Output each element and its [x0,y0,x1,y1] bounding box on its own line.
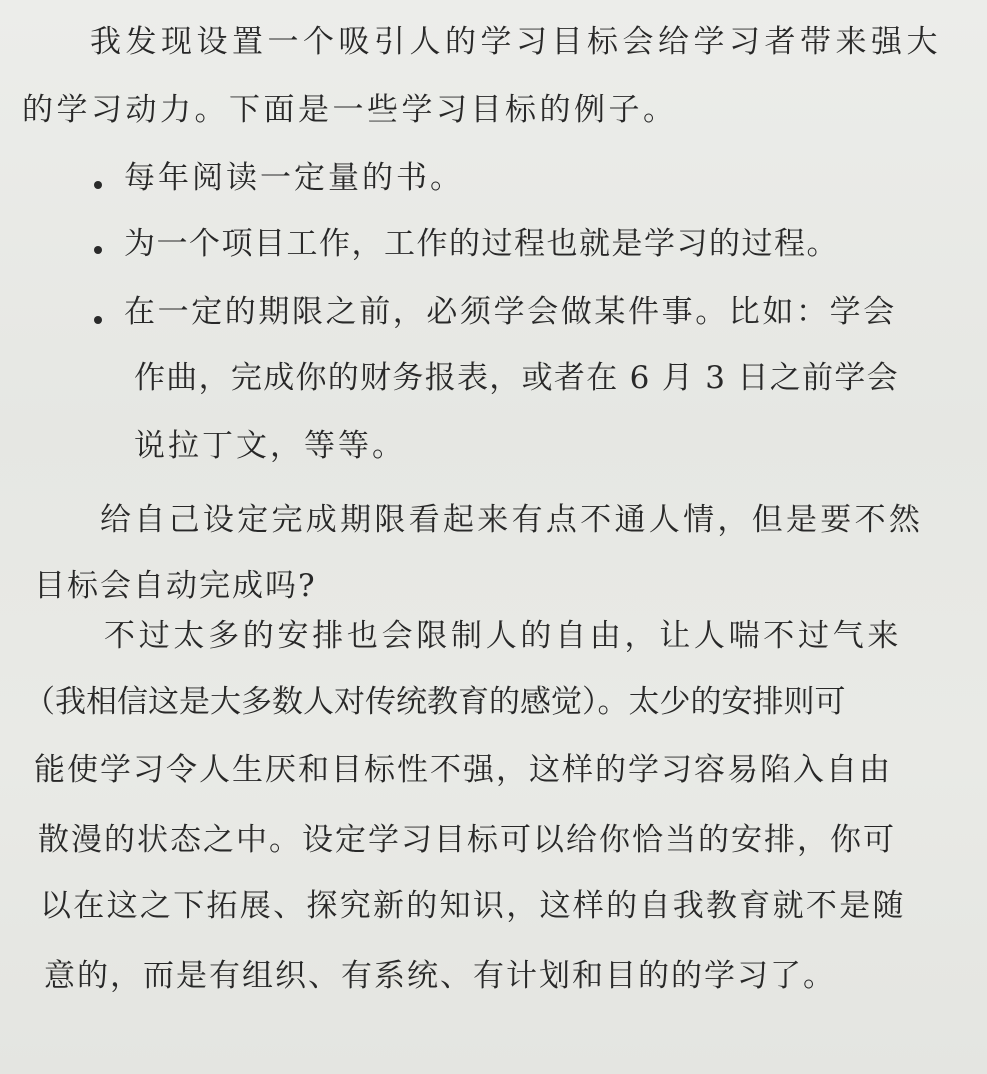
paragraph-3-line-1: 不过太多的安排也会限制人的自由，让人喘不过气来 [104,618,903,654]
paragraph-2-line-2: 目标会自动完成吗? [34,568,317,604]
paragraph-1-line-2: 的学习动力。下面是一些学习目标的例子。 [22,92,678,128]
paragraph-3-line-6: 意的，而是有组织、有系统、有计划和目的的学习了。 [44,958,836,994]
paragraph-1-line-1: 我发现设置一个吸引人的学习目标会给学习者带来强大 [90,24,942,60]
paragraph-3-line-4: 散漫的状态之中。设定学习目标可以给你恰当的安排，你可 [38,822,896,858]
paragraph-2-line-1: 给自己设定完成期限看起来有点不通人情，但是要不然 [100,502,924,538]
bullet-item-1: 每年阅读一定量的书。 [124,160,464,196]
bullet-marker-2 [94,246,102,254]
bullet-item-2: 为一个项目工作，工作的过程也就是学习的过程。 [124,226,839,262]
bullet-item-3-line-3: 说拉丁文，等等。 [134,428,406,464]
bullet-item-3-line-2: 作曲，完成你的财务报表，或者在 6 月 3 日之前学会 [134,360,899,396]
bullet-marker-3 [94,316,102,324]
paragraph-3-line-3: 能使学习令人生厌和目标性不强，这样的学习容易陷入自由 [34,752,892,788]
paragraph-3-line-2: （我相信这是大多数人对传统教育的感觉）。太少的安排则可 [24,684,846,720]
paragraph-3-line-5: 以在这之下拓展、探究新的知识，这样的自我教育就不是随 [40,888,906,924]
bullet-item-3-line-1: 在一定的期限之前，必须学会做某件事。比如：学会 [124,294,897,330]
bullet-marker-1 [94,181,102,189]
